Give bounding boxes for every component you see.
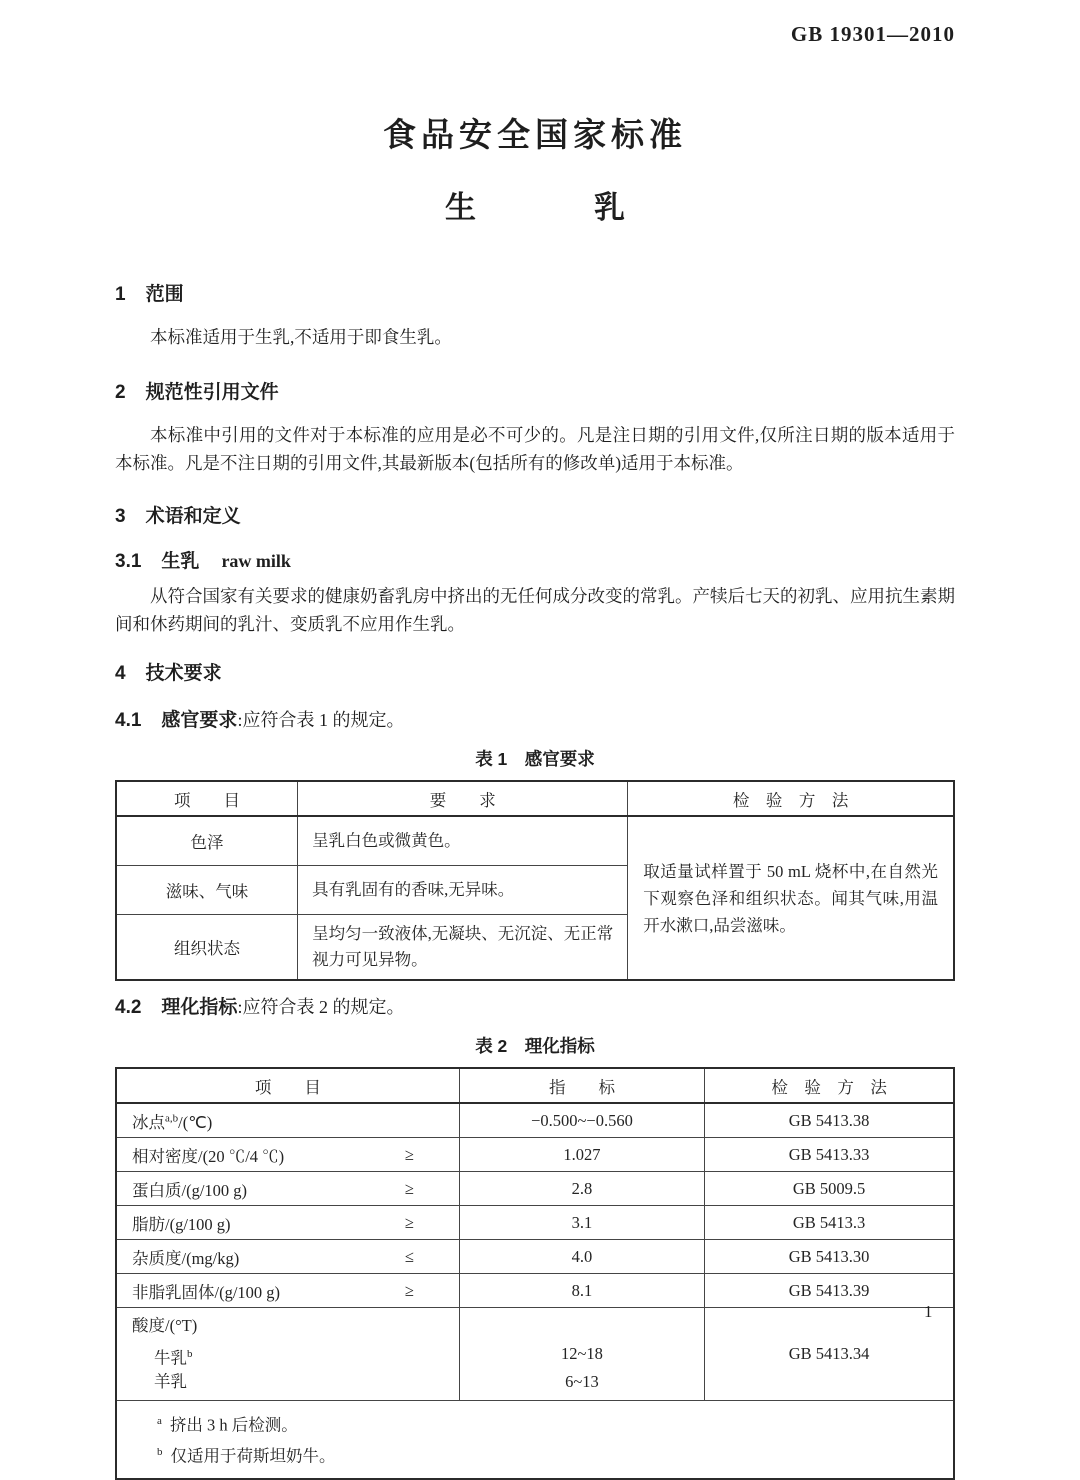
comparator-symbol: ≥: [404, 1144, 414, 1164]
table-row: [116, 1103, 954, 1138]
table-1-sensory-requirements: [115, 780, 955, 981]
table-row: [116, 1172, 954, 1206]
section-3-1-heading: [115, 549, 955, 574]
table-2-physicochemical-indexes: [115, 1067, 955, 1480]
section-1-number: 1: [115, 284, 126, 305]
table-2-item-relative-density: 相对密度/(20 ℃/4 ℃) ≥: [132, 1144, 414, 1166]
section-3-1-number: 3.1: [115, 551, 142, 572]
table-2-header-method: 检 验 方 法: [705, 1068, 954, 1103]
table-row-acidity-group: [116, 1308, 954, 1401]
table-1-method-cell: 取适量试样置于 50 mL 烧杯中,在自然光下观察色泽和组织状态。闻其气味,用温开水漱口,品尝滋味。: [628, 816, 954, 980]
table-2-item-nonfat-solids: 非脂乳固体/(g/100 g) ≥: [132, 1280, 414, 1302]
section-4-heading: [115, 662, 955, 686]
section-1-heading: [115, 283, 955, 307]
table-2-footnote-row: [116, 1401, 954, 1480]
document-title: 食品安全国家标准: [383, 116, 687, 153]
section-1-title: 范围: [145, 284, 184, 305]
superscript-marker: a,b: [165, 1112, 179, 1124]
table-2-item-fat: 脂肪/(g/100 g) ≥: [132, 1212, 414, 1234]
table-1-caption: 表 1 感官要求: [475, 749, 595, 769]
table-2-value: −0.500~−0.560: [459, 1103, 704, 1138]
superscript-marker: b: [187, 1348, 193, 1360]
section-4-title: 技术要求: [145, 663, 222, 684]
section-2-number: 2: [115, 382, 126, 403]
table-2-value: 2.8: [459, 1172, 704, 1206]
section-3-1-paragraph: 从符合国家有关要求的健康奶畜乳房中挤出的无任何成分改变的常乳。产犊后七天的初乳、应用抗生素期间和休药期间的乳汁、变质乳不应用作生乳。: [115, 586, 955, 634]
term-chinese: 生乳: [161, 551, 200, 572]
table-2-method: GB 5413.3: [705, 1206, 954, 1240]
table-1-header-row: [116, 781, 954, 816]
table-1-header-method: 检 验 方 法: [628, 781, 954, 816]
table-2-item-acidity: 酸度/(°T): [132, 1316, 198, 1335]
footnote-marker-b: b: [157, 1445, 163, 1458]
table-2-item-cow-milk: 牛乳$^b$: [154, 1348, 193, 1368]
table-2-method: GB 5413.33: [705, 1138, 954, 1172]
table-1-header-requirement: 要 求: [298, 781, 628, 816]
table-1-item-texture: 组织状态: [116, 915, 298, 981]
comparator-symbol: ≤: [404, 1246, 414, 1266]
document-subtitle: [115, 182, 955, 227]
comparator-symbol: ≥: [404, 1178, 414, 1198]
table-row: [116, 816, 954, 866]
table-2-method: GB 5413.30: [705, 1240, 954, 1274]
table-2-value-cow-milk: 12~18: [561, 1344, 603, 1363]
table-2-method: GB 5413.39: [705, 1274, 954, 1308]
footnote-b: $^b$ 仅适用于荷斯坦奶牛。: [157, 1445, 336, 1465]
table-row: [116, 1206, 954, 1240]
section-3-heading: [115, 505, 955, 529]
section-4-1-text: :应符合表 1 的规定。: [237, 710, 405, 730]
table-2-item-goat-milk: 羊乳: [154, 1372, 187, 1391]
table-1-item-color: 色泽: [116, 816, 298, 866]
table-1-header-item: 项 目: [116, 781, 298, 816]
section-4-number: 4: [115, 663, 126, 684]
table-2-item-impurity: 杂质度/(mg/kg) ≤: [132, 1246, 414, 1268]
section-4-2-label: 理化指标: [161, 997, 238, 1018]
footnote-marker-a: a: [157, 1415, 162, 1427]
section-2-heading: [115, 381, 955, 405]
subtitle-char-right: 乳: [594, 190, 625, 225]
page-number: 1: [924, 1302, 933, 1321]
table-1-item-taste: 滋味、气味: [116, 866, 298, 915]
section-4-2-heading: [115, 995, 955, 1020]
footnote-a: $^a$ 挤出 3 h 后检测。: [157, 1415, 298, 1435]
table-2-header-row: [116, 1068, 954, 1103]
table-row: [116, 1274, 954, 1308]
comparator-symbol: ≥: [404, 1212, 414, 1232]
table-2-method: GB 5009.5: [705, 1172, 954, 1206]
section-2-paragraph: 本标准中引用的文件对于本标准的应用是必不可少的。凡是注日期的引用文件,仅所注日期的版本适用于本标准。凡是不注日期的引用文件,其最新版本(包括所有的修改单)适用于本标准。: [115, 425, 955, 473]
section-4-1-number: 4.1: [115, 710, 142, 731]
section-2-title: 规范性引用文件: [145, 382, 279, 403]
table-2-method: GB 5413.38: [705, 1103, 954, 1138]
table-1-requirement-texture: 呈均匀一致液体,无凝块、无沉淀、无正常视力可见异物。: [298, 915, 628, 981]
table-1-requirement-taste: 具有乳固有的香味,无异味。: [298, 866, 628, 915]
table-row: [116, 1138, 954, 1172]
table-2-value: 4.0: [459, 1240, 704, 1274]
section-4-1-label: 感官要求: [161, 710, 238, 731]
section-3-title: 术语和定义: [145, 506, 241, 527]
section-4-2-text: :应符合表 2 的规定。: [237, 997, 405, 1017]
table-1-requirement-color: 呈乳白色或微黄色。: [298, 816, 628, 866]
table-2-method-acidity: GB 5413.34: [705, 1308, 954, 1401]
table-2-caption: 表 2 理化指标: [475, 1036, 595, 1056]
section-4-1-heading: [115, 708, 955, 733]
table-row: [116, 1240, 954, 1274]
page-content: [115, 0, 955, 1480]
table-2-value-goat-milk: 6~13: [565, 1372, 599, 1391]
section-1-paragraph: 本标准适用于生乳,不适用于即食生乳。: [150, 327, 452, 347]
table-2-value: 1.027: [459, 1138, 704, 1172]
subtitle-char-left: 生: [445, 190, 476, 225]
comparator-symbol: ≥: [404, 1280, 414, 1300]
table-2-header-index: 指 标: [459, 1068, 704, 1103]
table-2-header-item: 项 目: [116, 1068, 459, 1103]
standard-code: GB 19301—2010: [790, 22, 955, 46]
section-3-number: 3: [115, 506, 126, 527]
table-2-value: 3.1: [459, 1206, 704, 1240]
term-english: raw milk: [221, 551, 291, 571]
table-2-item-freezing-point: 冰点$^{a,b}$/(℃): [132, 1112, 213, 1132]
section-4-2-number: 4.2: [115, 997, 142, 1018]
table-2-value: 8.1: [459, 1274, 704, 1308]
table-2-item-protein: 蛋白质/(g/100 g) ≥: [132, 1178, 414, 1200]
